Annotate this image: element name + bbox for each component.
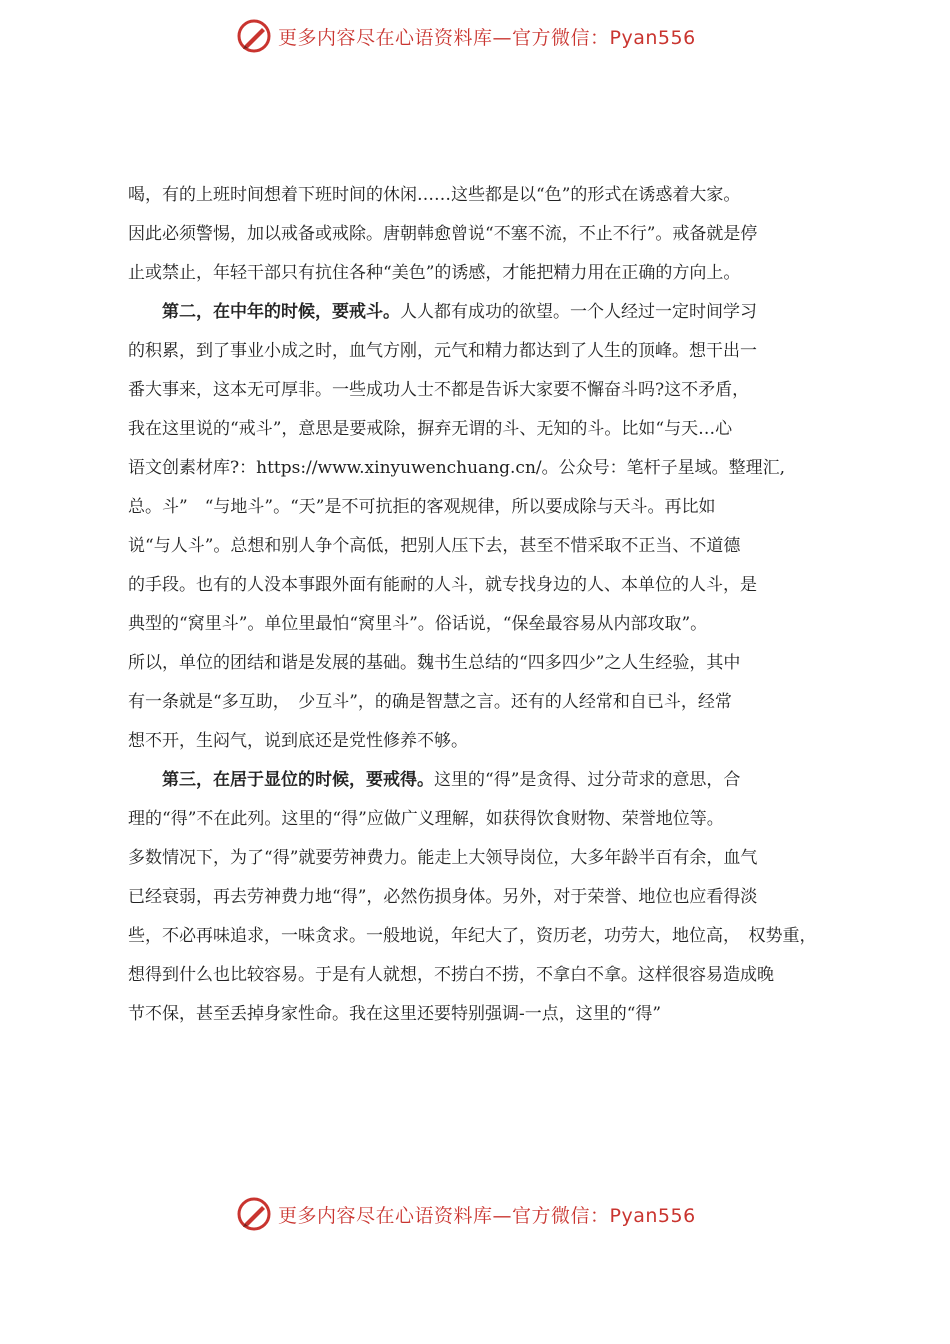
banner-text: 更多内容尽在心语资料库—官方微信：Pyan556 (278, 26, 696, 49)
text-line: 有一条就是“多互助， 少互斗”，的确是智慧之言。还有的人经常和自已斗，经常 (128, 692, 732, 712)
text-line: 节不保，甚至丢掉身家性命。我在这里还要特别强调-一点，这里的“得” (128, 1004, 662, 1024)
pen-logo-icon (236, 1196, 272, 1232)
text-fragment: 人人都有成功的欲望。一个人经过一定时间学习 (400, 302, 757, 322)
text-line: 想不开，生闷气，说到底还是党性修养不够。 (128, 731, 468, 751)
text-line: 理的“得”不在此列。这里的“得”应做广义理解，如获得饮食财物、荣誉地位等。 (128, 809, 724, 829)
section-heading: 第二，在中年的时候，要戒斗。 (162, 302, 400, 322)
text-line: 我在这里说的“戒斗”，意思是要戒除，摒弃无谓的斗、无知的斗。比如“与天…心 (128, 419, 733, 439)
paragraph-1 (128, 176, 848, 293)
text-line: 多数情况下，为了“得”就要劳神费力。能走上大领导岗位，大多年龄半百有余，血气 (128, 848, 758, 868)
text-line: 想得到什么也比较容易。于是有人就想，不捞白不捞，不拿白不拿。这样很容易造成晚 (128, 965, 774, 985)
text-line: 总。斗” “与地斗”。“天”是不可抗拒的客观规律，所以要成除与天斗。再比如 (128, 497, 716, 517)
footer-banner (0, 1194, 950, 1234)
text-line: 止或禁止，年轻干部只有抗住各种“美色”的诱感，才能把精力用在正确的方向上。 (128, 263, 741, 283)
text-line: 因此必须警惕，加以戒备或戒除。唐朝韩愈曾说“不塞不流，不止不行”。戒备就是停 (128, 224, 758, 244)
text-line: 已经衰弱，再去劳神费力地“得”，必然伤损身体。另外，对于荣誉、地位也应看得淡 (128, 887, 758, 907)
text-line: 喝，有的上班时间想着下班时间的休闲……这些都是以“色”的形式在诱惑着大家。 (128, 185, 741, 205)
paragraph-2 (128, 293, 848, 761)
text-line: 说“与人斗”。总想和别人争个高低，把别人压下去，甚至不惜采取不正当、不道德 (128, 536, 741, 556)
text-line: 的积累，到了事业小成之时，血气方刚，元气和精力都达到了人生的顶峰。想干出一 (128, 341, 757, 361)
text-line: 些，不必再味追求，一味贪求。一般地说，年纪大了，资历老，功劳大，地位高， 权势重， (128, 926, 817, 946)
banner-text: 更多内容尽在心语资料库—官方微信：Pyan556 (278, 1204, 696, 1227)
text-line: 语文创素材库?：https://www.xinyuwenchuang.cn/。公众号：笔杆子星域。整理汇, (128, 458, 786, 478)
pen-logo-icon (236, 18, 272, 54)
text-line: 所以，单位的团结和谐是发展的基础。魏书生总结的“四多四少”之人生经验，其中 (128, 653, 741, 673)
paragraph-3 (128, 761, 848, 1034)
section-heading: 第三，在居于显位的时候，要戒得。 (162, 770, 434, 790)
text-line: 典型的“窝里斗”。单位里最怕“窝里斗”。俗话说，“保垒最容易从内部攻取”。 (128, 614, 708, 634)
text-line: 的手段。也有的人没本事跟外面有能耐的人斗，就专找身边的人、本单位的人斗，是 (128, 575, 757, 595)
text-line: 番大事来，这本无可厚非。一些成功人士不都是告诉大家要不懈奋斗吗?这不矛盾， (128, 380, 750, 400)
text-fragment: 这里的“得”是贪得、过分苛求的意思，合 (434, 770, 741, 790)
header-banner (0, 16, 950, 56)
text-line (128, 761, 848, 800)
document-body (128, 176, 848, 1034)
text-line (128, 293, 848, 332)
